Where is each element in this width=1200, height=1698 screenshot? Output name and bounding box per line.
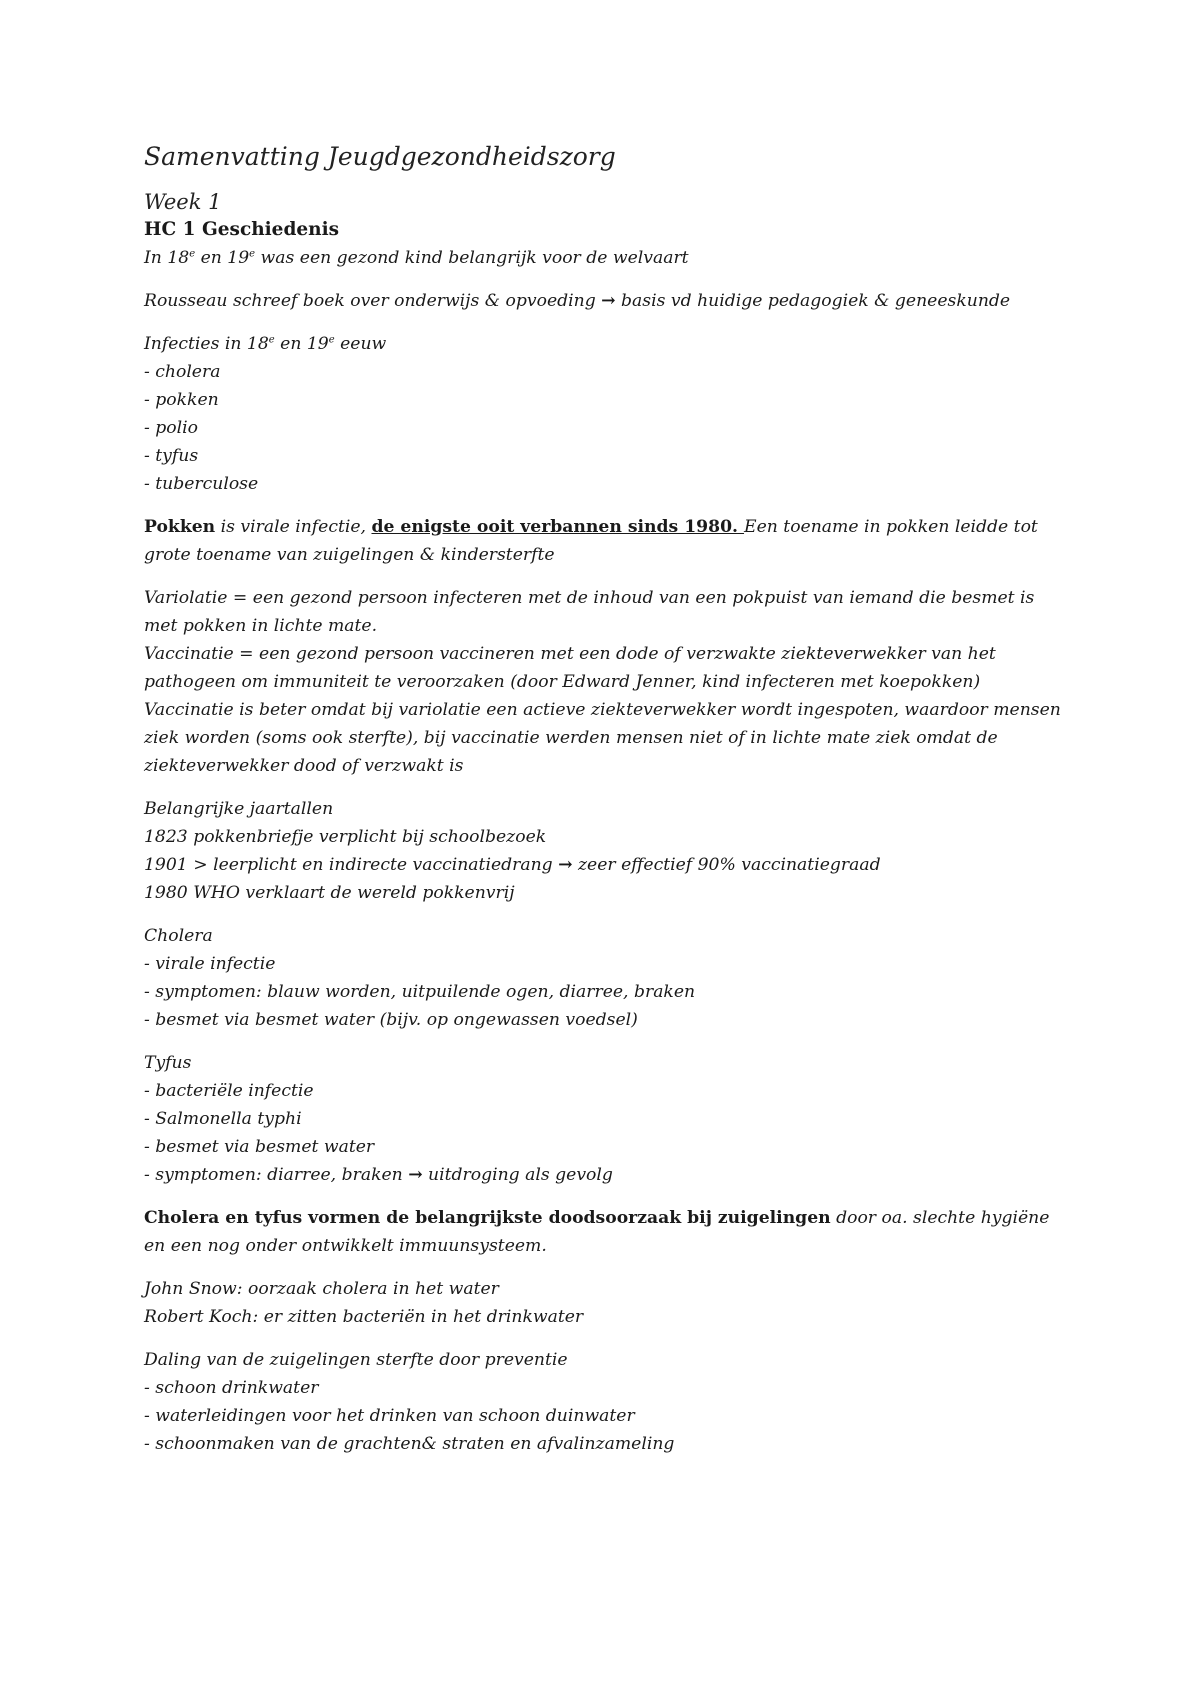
intro-text-a: In 18 [144,248,190,268]
infecties-sup-1: e [268,334,275,346]
onderzoekers-block [144,1275,1064,1331]
intro-paragraph [144,244,1064,272]
infecties-heading [144,330,1064,358]
daling-heading: Daling van de zuigelingen sterfte door preventie [144,1350,568,1370]
document-title: Samenvatting Jeugdgezondheidszorg [144,142,616,171]
pokken-bold: Pokken [144,517,216,537]
jaartallen-block [144,795,1064,907]
variolatie-definition: Variolatie = een gezond persoon infecteren met de inhoud van een pokpuist van iemand die besmet is met pokken in lichte mate. [144,588,1035,636]
jaartal-1901-a: 1901 > leerplicht en indirecte vaccinatiedrang [144,855,559,875]
pokken-paragraph [144,513,1064,569]
cholera-heading: Cholera [144,926,213,946]
rousseau-paragraph [144,287,1064,315]
list-item: - virale infectie [144,954,276,974]
tyfus-heading: Tyfus [144,1053,192,1073]
jaartal-1901 [144,851,1064,879]
intro-text-b: en 19 [195,248,250,268]
intro-sup-1: e [189,248,196,260]
infecties-block [144,330,1064,498]
doodsoorzaak-rest: door oa. slechte hygiëne en een nog onder ontwikkelt immuunsysteem. [144,1208,1050,1256]
arrow-icon: → [408,1165,423,1185]
list-item: - tyfus [144,446,199,466]
john-snow-line: John Snow: oorzaak cholera in het water [144,1279,499,1299]
vaccinatie-comparison: Vaccinatie is beter omdat bij variolatie een actieve ziekteverwekker wordt ingespoten, waardoor mensen ziek worden (soms ook sterfte), bij vaccinatie werden mensen niet of in lichte mate ziek omdat de ziekteverwekker dood of verzwakt is [144,700,1061,776]
rousseau-text-b: basis vd huidige pedagogiek & geneeskunde [615,291,1011,311]
jaartal-1980: 1980 WHO verklaart de wereld pokkenvrij [144,883,515,903]
infecties-heading-c: eeuw [334,334,387,354]
list-item: - bacteriële infectie [144,1081,314,1101]
intro-sup-2: e [249,248,256,260]
list-item: - schoonmaken van de grachten& straten en afvalinzameling [144,1434,675,1454]
week-heading: Week 1 [144,190,222,214]
document-page [144,140,1064,1473]
tyfus-last-a: - symptomen: diarree, braken [144,1165,409,1185]
tyfus-block [144,1049,1064,1189]
pokken-text-a: is virale infectie, [215,517,372,537]
pokken-underlined: de enigste ooit verbannen sinds 1980. [371,517,745,537]
list-item: - besmet via besmet water (bijv. op ongewassen voedsel) [144,1010,638,1030]
list-item: - schoon drinkwater [144,1378,319,1398]
list-item: - Salmonella typhi [144,1109,302,1129]
list-item: - tuberculose [144,474,259,494]
variolatie-block [144,584,1064,780]
infecties-heading-a: Infecties in 18 [144,334,269,354]
jaartal-1823: 1823 pokkenbriefje verplicht bij schoolbezoek [144,827,547,847]
robert-koch-line: Robert Koch: er zitten bacteriën in het drinkwater [144,1307,584,1327]
intro-text-c: was een gezond kind belangrijk voor de welvaart [255,248,689,268]
tyfus-last-b: uitdroging als gevolg [422,1165,613,1185]
list-item: - symptomen: blauw worden, uitpuilende ogen, diarree, braken [144,982,696,1002]
list-item [144,1161,1064,1189]
jaartal-1901-b: zeer effectief 90% vaccinatiegraad [572,855,881,875]
rousseau-text-a: Rousseau schreef boek over onderwijs & opvoeding [144,291,602,311]
infecties-sup-2: e [328,334,335,346]
cholera-block [144,922,1064,1034]
list-item: - besmet via besmet water [144,1137,375,1157]
doodsoorzaak-bold: Cholera en tyfus vormen de belangrijkste doodsoorzaak bij zuigelingen [144,1208,831,1228]
daling-block [144,1346,1064,1458]
jaartallen-heading: Belangrijke jaartallen [144,799,334,819]
list-item: - pokken [144,390,219,410]
pokken-text-b: Een toename in pokken leidde tot grote toename van zuigelingen & kindersterfte [144,517,1038,565]
vaccinatie-definition: Vaccinatie = een gezond persoon vaccineren met een dode of verzwakte ziekteverwekker van het pathogeen om immuniteit te veroorzaken (door Edward Jenner, kind infecteren met koepokken) [144,644,996,692]
list-item: - waterleidingen voor het drinken van schoon duinwater [144,1406,635,1426]
list-item: - cholera [144,362,221,382]
arrow-icon: → [558,855,573,875]
arrow-icon: → [601,291,616,311]
lecture-heading: HC 1 Geschiedenis [144,219,340,240]
list-item: - polio [144,418,198,438]
doodsoorzaak-paragraph [144,1204,1064,1260]
infecties-heading-b: en 19 [274,334,329,354]
